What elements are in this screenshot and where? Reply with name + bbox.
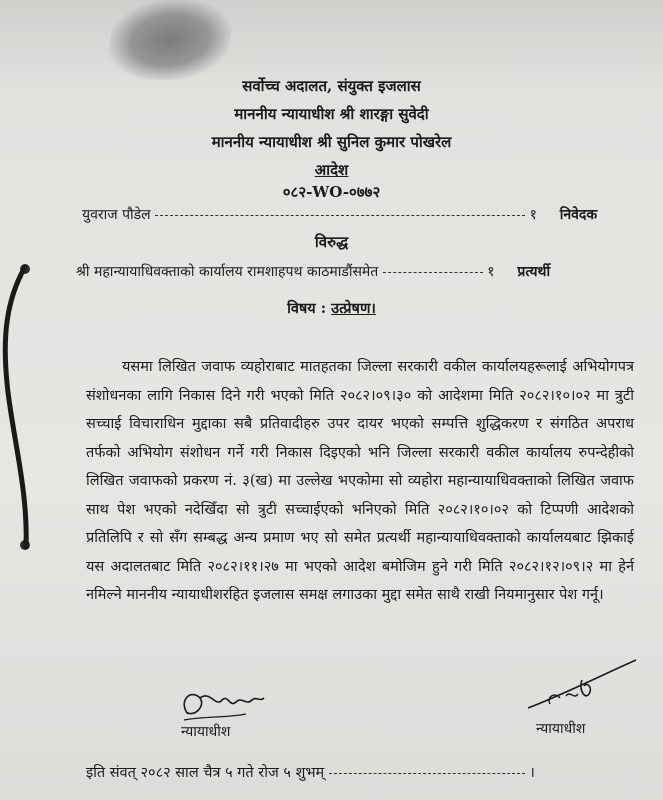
subject-label: विषय : xyxy=(287,300,327,317)
justice-1: माननीय न्यायाधीश श्री शारङ्गा सुवेदी xyxy=(234,105,429,123)
petitioner-role: निवेदक xyxy=(559,207,598,223)
left-signature-title: न्यायाधीश xyxy=(181,724,231,740)
dash-leader xyxy=(155,215,525,216)
respondent-count: १ xyxy=(487,264,495,280)
right-signature-scribble xyxy=(520,656,640,716)
subject-line xyxy=(0,298,663,318)
subject-value: उत्प्रेषण। xyxy=(331,300,376,317)
dash-leader xyxy=(383,272,483,273)
footer-date-line xyxy=(86,762,535,782)
order-body xyxy=(86,353,634,610)
case-number: ०८२-WO-०७७२ xyxy=(282,183,381,201)
footer-date: इति संवत् २०८२ साल चैत्र ५ गते रोज ५ शुभम् xyxy=(86,765,325,781)
order-title: आदेश xyxy=(314,161,349,179)
dash-leader xyxy=(329,773,525,774)
court-name: सर्वोच्च अदालत, संयुक्त इजलास xyxy=(242,77,421,95)
right-signature-title: न्यायाधीश xyxy=(536,721,586,737)
petitioner-line xyxy=(82,205,597,224)
scan-shadow xyxy=(103,0,237,80)
body-paragraph: यसमा लिखित जवाफ व्यहोराबाट मातहतका जिल्ला सरकारी वकील कार्यालयहरूलाई अभियोगपत्र संशोधनका लागि निकास दिने गरी भएको मिति २०८२।०९।३० को आदेशमा मिति २०८२।१०।०२ मा त्रुटी सच्चाई विचाराधिन मुद्दाका सबै प्रतिवादीहरु उपर दायर भएको सम्पत्ति शुद्धिकरण र संगठित अपराध तर्फको अभियोग संशोधन गर्ने गरी निकास दिइएको भनि जिल्ला सरकारी वकील कार्यालय रुपन्देहीको लिखित जवाफको प्रकरण नं. ३(ख) मा उल्लेख भएकोमा सो व्यहोरा महान्यायाधिवक्ताको लिखित जवाफ साथ पेश भएको नदेखिँदा सो त्रुटी सच्चाईएको भनिएको मिति २०८२।१०।०२ को टिप्पणी आदेशको प्रतिलिपि र सो सँग सम्बद्ध अन्य प्रमाण भए सो समेत प्रत्यर्थी महान्यायाधिवक्ताको कार्यालयबाट झिकाई यस अदालतबाट मिति २०८२।११।२७ मा भएको आदेश बमोजिम हुने गरी मिति २०८२।१२।०९।२ मा हेर्न नमिल्ने माननीय न्यायाधीशरहित इजलास समक्ष लगाउका मुद्दा समेत साथै राखी नियमानुसार पेश गर्नू। xyxy=(86,359,634,603)
respondent-name: श्री महान्यायाधिवक्ताको कार्यालय रामशाहपथ काठमाडौंसमेत xyxy=(76,264,379,280)
respondent-role: प्रत्यर्थी xyxy=(517,264,551,280)
respondent-line xyxy=(76,262,550,281)
versus: विरुद्ध xyxy=(314,233,349,251)
petitioner-name: युवराज पौडेल xyxy=(82,207,151,223)
justice-2: माननीय न्यायाधीश श्री सुनिल कुमार पोखरेल xyxy=(211,133,452,151)
petitioner-count: १ xyxy=(529,207,537,223)
footer-end: । xyxy=(529,765,535,781)
